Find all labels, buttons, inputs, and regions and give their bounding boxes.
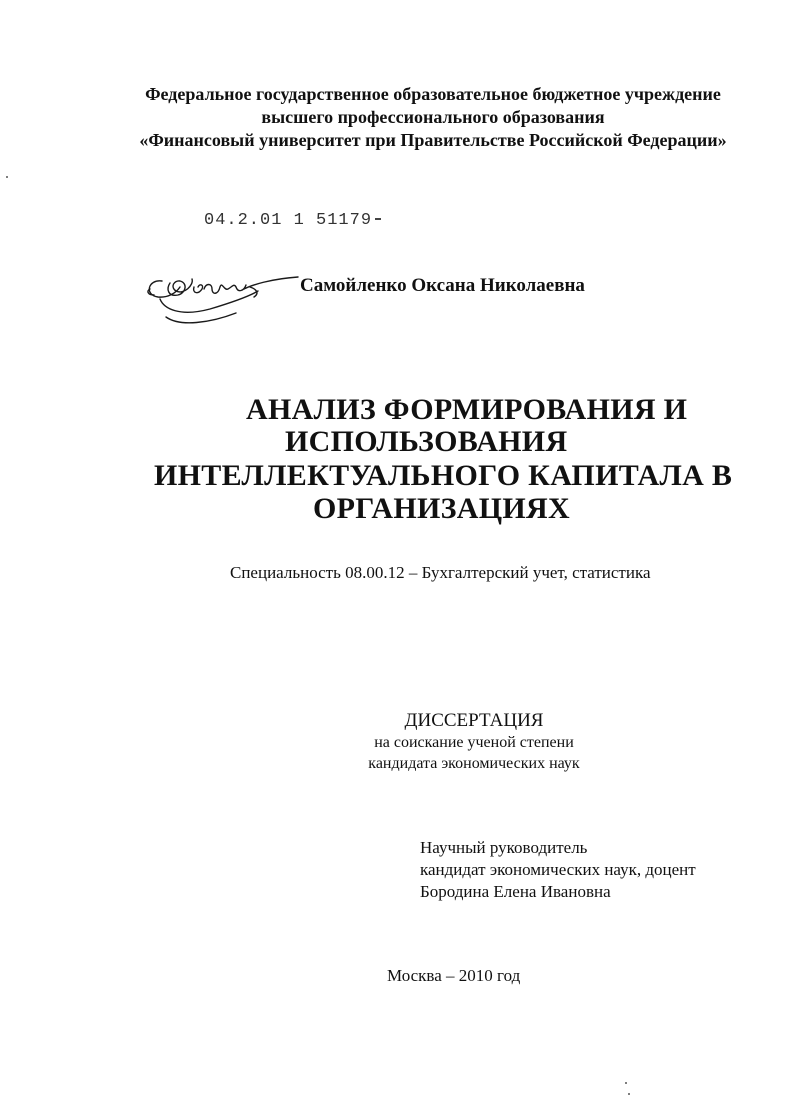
title-line-4: ОРГАНИЗАЦИЯХ [313, 492, 570, 525]
title-line-2: ИСПОЛЬЗОВАНИЯ [285, 425, 568, 458]
archive-code [204, 211, 381, 230]
scan-speck [625, 1082, 627, 1084]
dissertation-field-line: кандидата экономических наук [368, 755, 580, 772]
institution-line-2: высшего профессионального образования [261, 107, 605, 127]
author-name: Самойленко Оксана Николаевна [300, 275, 585, 296]
scan-speck [628, 1093, 630, 1095]
archive-code-mark [375, 218, 381, 220]
specialty: Специальность 08.00.12 – Бухгалтерский учет, статистика [230, 563, 651, 582]
dissertation-heading: ДИССЕРТАЦИЯ [404, 710, 544, 731]
institution-header [0, 83, 799, 152]
institution-line-3: «Финансовый университет при Правительстве Российской Федерации» [139, 130, 727, 150]
supervisor-name: Бородина Елена Ивановна [420, 882, 611, 901]
title-line-1: АНАЛИЗ ФОРМИРОВАНИЯ И [246, 393, 688, 426]
institution-line-1: Федеральное государственное образовательное бюджетное учреждение [145, 84, 721, 104]
scan-speck [6, 176, 8, 178]
supervisor-degree: кандидат экономических наук, доцент [420, 860, 696, 879]
author-signature [140, 265, 300, 335]
dissertation-degree-line: на соискание ученой степени [374, 734, 574, 751]
city-year: Москва – 2010 год [387, 966, 521, 985]
archive-code-text: 04.2.01 1 51179 [204, 211, 373, 230]
title-line-3: ИНТЕЛЛЕКТУАЛЬНОГО КАПИТАЛА В [154, 459, 733, 492]
supervisor-label: Научный руководитель [420, 838, 588, 857]
